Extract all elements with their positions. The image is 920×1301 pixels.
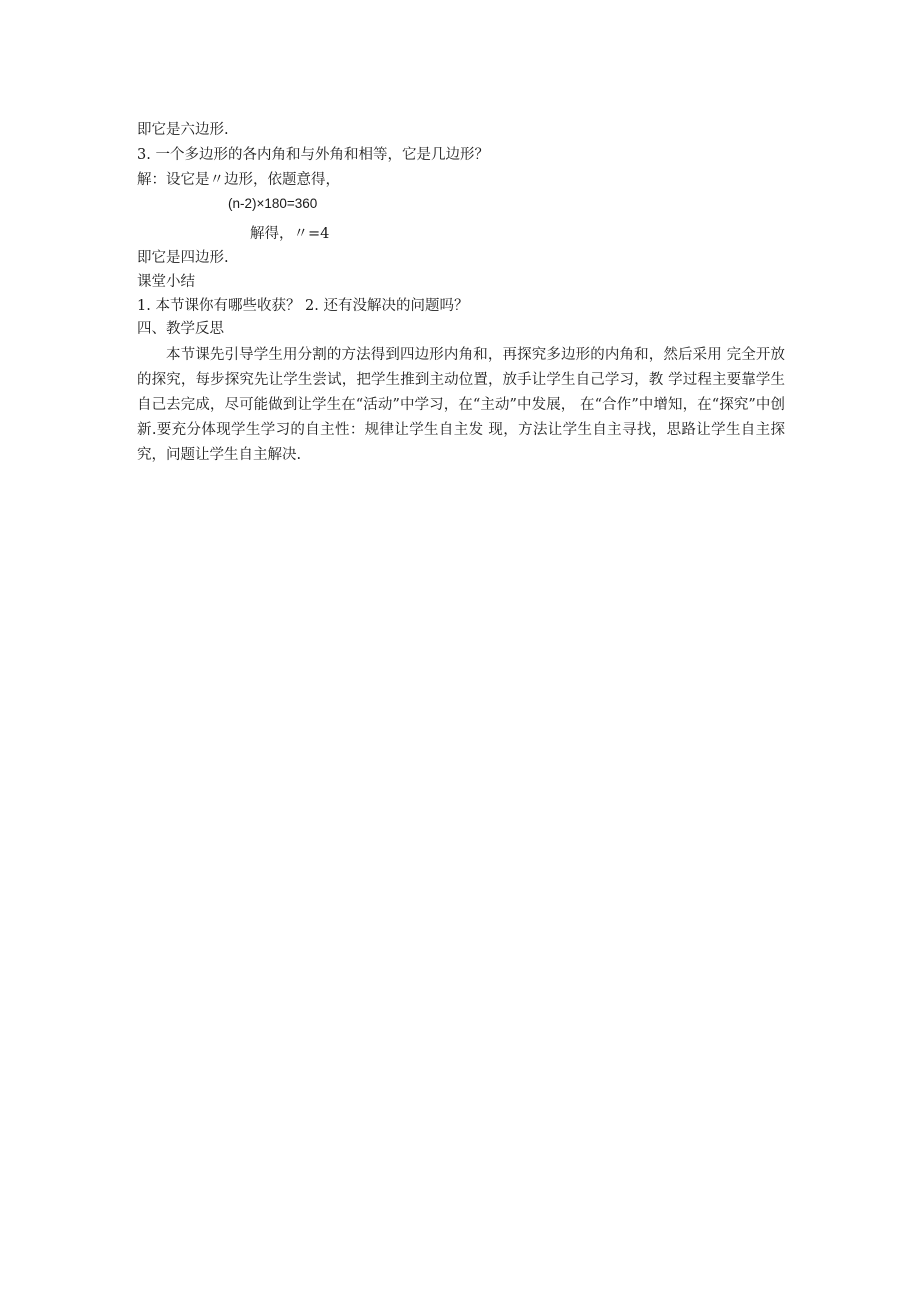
text-line-hexagon-conclusion: 即它是六边形. — [137, 122, 229, 138]
summary-heading: 课堂小结 — [137, 274, 195, 290]
reflection-paragraph: 本节课先引导学生用分割的方法得到四边形内角和，再探究多边形的内角和，然后采用 完全开放的探究，每步探究先让学生尝试，把学生推到主动位置，放手让学生自己学习，教 学过程主要靠学生自己去完成，尽可能做到让学生在“活动”中学习，在“主动”中发展， 在“合作”中增知，在“探究”中创新.要充分体现学生学习的自主性：规律让学生自主发 现，方法让学生自主寻找，思路让学生自主探究，问题让学生自主解决. — [137, 347, 785, 463]
summary-questions: 1. 本节课你有哪些收获？ 2. 还有没解决的问题吗？ — [137, 298, 469, 314]
question-3: 3. 一个多边形的各内角和与外角和相等，它是几边形？ — [137, 147, 489, 163]
solution-intro: 解：设它是〃边形，依题意得， — [137, 172, 340, 188]
reflection-heading: 四、教学反思 — [137, 321, 224, 337]
solve-result: 解得，〃=4 — [250, 226, 330, 242]
equation: (n-2)×180=360 — [228, 196, 318, 211]
quadrilateral-conclusion: 即它是四边形. — [137, 250, 229, 266]
